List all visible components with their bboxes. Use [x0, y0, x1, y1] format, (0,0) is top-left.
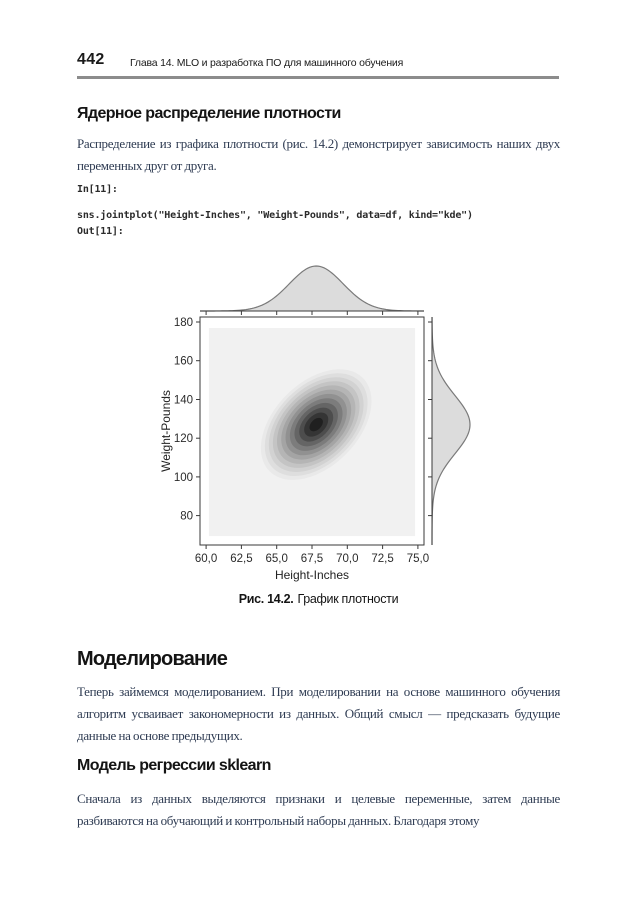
section-heading-kde: Ядерное распределение плотности — [77, 105, 341, 122]
paragraph-modeling: Теперь займемся моделированием. При моделировании на основе машинного обучения алгоритм усваивает закономерности из данных. Общий смысл — предсказать будущие данные на основе предыдущих. — [77, 684, 560, 743]
x-axis-label: Height-Inches — [274, 568, 350, 582]
y-tick-label: 120 — [173, 433, 193, 446]
kde-jointplot-figure — [150, 253, 490, 598]
code-out-label: Out[11]: — [77, 226, 124, 237]
section-heading-sklearn: Модель регрессии sklearn — [77, 757, 271, 774]
x-tick-label: 67,5 — [300, 553, 324, 565]
header-divider — [77, 76, 559, 79]
paragraph-kde: Распределение из графика плотности (рис. 14.2) демонстрирует зависимость наших двух переменных друг от друга. — [77, 136, 560, 173]
figure-caption-label: Рис. 14.2. — [238, 592, 294, 606]
y-axis-label: Weight-Pounds — [159, 390, 173, 472]
page-number: 442 — [77, 51, 105, 68]
right-marginal-fill — [432, 317, 470, 545]
y-tick-label: 160 — [173, 355, 193, 368]
figure-caption-text: График плотности — [297, 592, 399, 606]
y-tick-label: 140 — [173, 394, 193, 407]
paragraph-sklearn: Сначала из данных выделяются признаки и целевые переменные, затем данные разбиваются на обучающий и контрольный наборы данных. Благодаря этому — [77, 791, 560, 828]
chapter-running-title: Глава 14. MLO и разработка ПО для машинного обучения — [130, 57, 404, 69]
section-heading-modeling: Моделирование — [77, 648, 228, 670]
code-in-label: In[11]: — [77, 184, 118, 195]
x-tick-label: 60,0 — [194, 553, 218, 565]
code-jointplot-call: sns.jointplot("Height-Inches", "Weight-Pounds", data=df, kind="kde") — [77, 210, 473, 221]
x-tick-label: 72,5 — [371, 553, 394, 565]
top-marginal-fill — [200, 266, 424, 311]
y-tick-label: 180 — [173, 317, 193, 329]
x-tick-label: 70,0 — [336, 553, 359, 565]
y-tick-label: 80 — [180, 510, 193, 523]
figure-caption — [77, 592, 560, 606]
x-tick-label: 75,0 — [406, 553, 430, 565]
x-tick-label: 65,0 — [265, 553, 288, 565]
x-tick-label: 62,5 — [230, 553, 253, 565]
y-tick-label: 100 — [173, 471, 193, 484]
